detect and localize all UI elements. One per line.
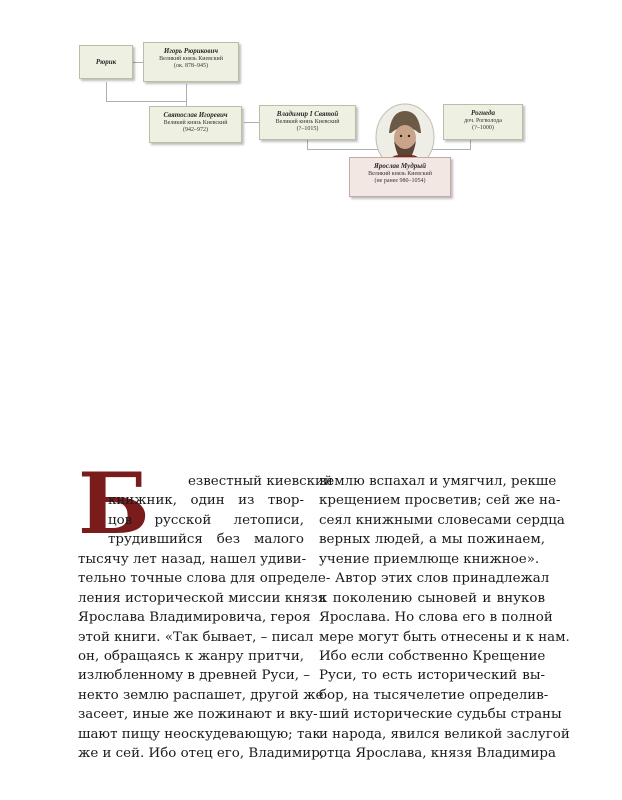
text-line: Ярослава Владимировича, героя (78, 610, 311, 626)
text-line: к поколению сыновей и внуков (319, 590, 545, 606)
text-line: Автор этих слов принадлежал (335, 571, 550, 587)
text-line: некто землю распашет, другой же (78, 687, 324, 703)
text-line: сеял книжными словесами сердца (319, 512, 565, 528)
connector-line (133, 62, 143, 63)
tree-node-igor (143, 42, 239, 82)
node-name: Владимир I Святой (276, 110, 339, 118)
node-years: (?–1015) (296, 126, 319, 133)
tree-node-rogneda (443, 104, 523, 140)
text-line: мере могут быть отнесены и к нам. (319, 629, 570, 645)
node-years: (ок. 878–945) (174, 63, 208, 70)
text-line: тельно точные слова для определе- (78, 571, 331, 587)
text-line: крещением просветив; сей же на- (319, 493, 561, 509)
connector-line (106, 82, 107, 102)
node-name: Святослав Игоревич (163, 111, 228, 119)
connector-line (244, 122, 259, 123)
text-column-right (319, 472, 570, 764)
tree-node-rurik (79, 45, 133, 79)
text-column-left (78, 454, 333, 764)
text-line: этой книги. «Так бывает, – писал (78, 629, 314, 645)
connector-line (186, 84, 187, 102)
connector-line (106, 101, 186, 102)
text-line: ления исторической миссии князя (78, 590, 327, 606)
text-line: Ибо если собственно Крещение (319, 648, 546, 664)
text-line: езвестный киевский (188, 474, 333, 489)
family-tree (0, 0, 622, 260)
text-line: и народа, явился великой заслугой (319, 726, 570, 742)
text-line: книжник, один из твор- (108, 493, 304, 509)
node-name: Рогнеда (471, 109, 495, 117)
text-line: бор, на тысячелетие определив- (319, 687, 549, 703)
text-line: землю вспахал и умягчил, рекше (319, 474, 557, 489)
tree-node-vladimir (259, 105, 356, 140)
text-line: излюбленному в древней Руси, – (78, 668, 310, 684)
text-line: тысячу лет назад, нашел удиви- (78, 551, 307, 567)
text-line: засеет, иные же пожинают и вку- (78, 707, 318, 723)
node-title: Великий князь Киевский (275, 118, 340, 125)
tree-node-yaroslav (349, 157, 451, 197)
text-line: цов русской летописи, (108, 512, 304, 528)
node-name: Игорь Рюрикович (163, 47, 219, 55)
text-line: шают пищу неоскудевающую; так (78, 726, 321, 742)
node-title: доч. Рогволода (464, 117, 502, 124)
text-line: Ярослава. Но слова его в полной (319, 610, 553, 626)
text-line: ший исторические судьбы страны (319, 707, 562, 723)
text-line: же и сей. Ибо отец его, Владимир, (78, 746, 325, 762)
tree-node-svyatoslav (149, 106, 242, 143)
drop-cap: Б (78, 454, 150, 553)
node-years: (?–1000) (472, 125, 494, 132)
node-name: Ярослав Мудрый (374, 162, 426, 170)
text-line: отца Ярослава, князя Владимира (319, 746, 556, 762)
text-line: учение приемлюще книжное». (319, 551, 540, 567)
text-line: верных людей, а мы пожинаем, (319, 532, 545, 548)
node-title: Великий князь Киевский (159, 55, 223, 62)
node-title: Великий князь Киевский (163, 119, 228, 126)
text-line: он, обращаясь к жанру притчи, (78, 648, 304, 664)
node-title: Великий князь Киевский (368, 170, 432, 177)
node-years: (не ранее 980–1054) (374, 178, 426, 185)
node-years: (942–972) (183, 127, 208, 134)
node-name: Рюрик (95, 58, 117, 66)
text-line: трудившийся без малого (108, 532, 304, 548)
text-line: Руси, то есть исторический вы- (319, 668, 545, 684)
